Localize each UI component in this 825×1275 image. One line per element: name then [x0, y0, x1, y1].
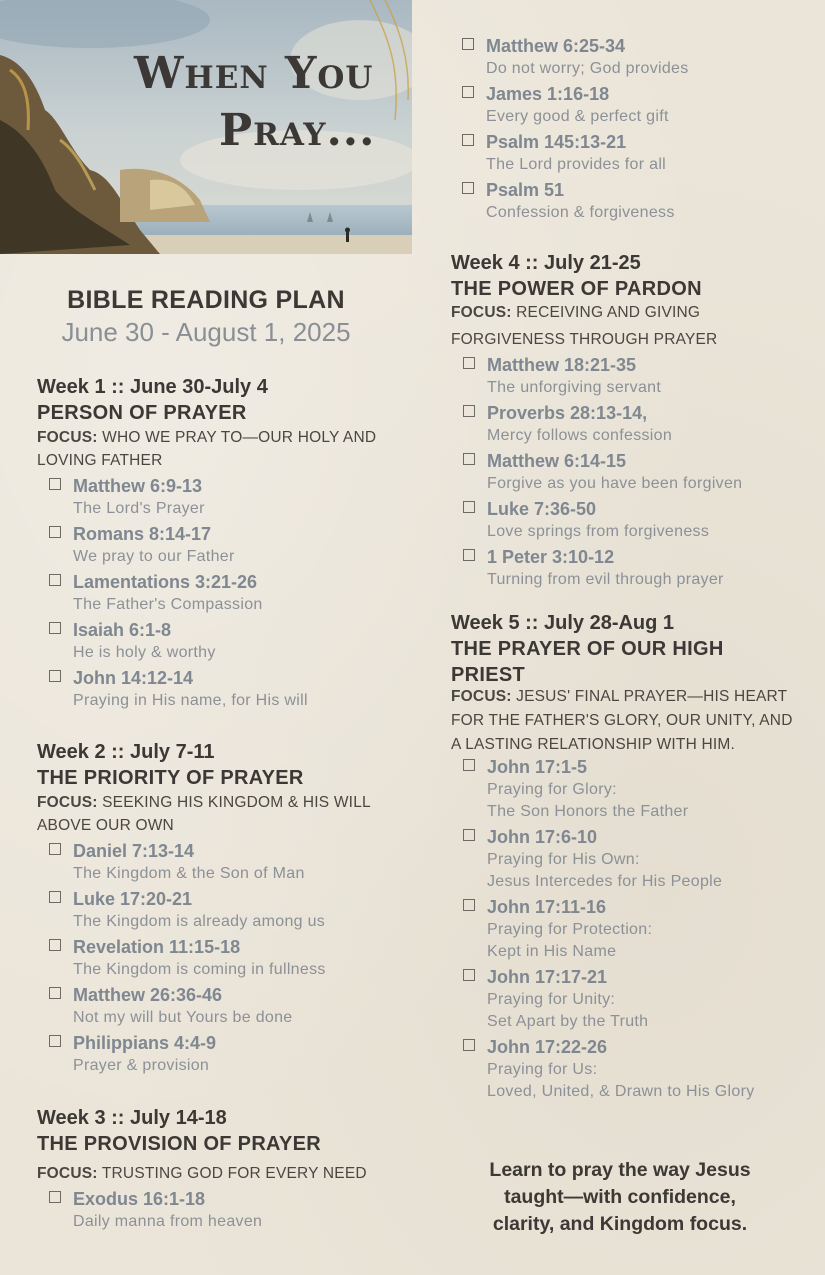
- reading-desc: Daily manna from heaven: [73, 1213, 263, 1230]
- reading-item: [37, 1187, 397, 1233]
- reading-ref: Daniel 7:13-14: [73, 841, 195, 861]
- reading-item: [451, 755, 801, 823]
- hero-title-line1: When You: [134, 48, 374, 99]
- reading-desc: The Father's Compassion: [73, 596, 263, 613]
- plan-title: BIBLE READING PLAN: [67, 286, 345, 314]
- reading-item: [37, 935, 397, 981]
- reading-desc-line2: Loved, United, & Drawn to His Glory: [487, 1083, 755, 1100]
- reading-desc: The unforgiving servant: [487, 379, 662, 396]
- checkbox[interactable]: [463, 453, 475, 465]
- reading-desc: Praying for Glory:: [487, 781, 617, 798]
- reading-item: [450, 34, 810, 80]
- checkbox[interactable]: [49, 622, 61, 634]
- reading-ref: John 17:1-5: [487, 757, 588, 777]
- checkbox[interactable]: [49, 574, 61, 586]
- week-theme: THE POWER OF PARDON: [451, 278, 702, 300]
- reading-item: [37, 887, 397, 933]
- week-3-continued: [450, 34, 810, 224]
- week-heading: Week 4 :: July 21-25: [451, 252, 641, 274]
- closing-message: [452, 1157, 788, 1238]
- reading-desc: We pray to our Father: [73, 548, 235, 565]
- reading-item: [450, 130, 810, 176]
- week-theme: THE PRIORITY OF PRAYER: [37, 767, 304, 789]
- week-focus: [37, 791, 377, 837]
- checkbox[interactable]: [49, 1191, 61, 1203]
- reading-desc: Confession & forgiveness: [486, 204, 675, 221]
- reading-desc: Praying for Protection:: [487, 921, 653, 938]
- reading-ref: John 17:6-10: [487, 827, 598, 847]
- reading-desc: Praying for Us:: [487, 1061, 598, 1078]
- reading-ref: Lamentations 3:21-26: [73, 572, 258, 592]
- reading-desc: Praying for Unity:: [487, 991, 616, 1008]
- week-4-section: [451, 252, 796, 591]
- checkbox[interactable]: [49, 891, 61, 903]
- reading-ref: Luke 7:36-50: [487, 499, 597, 519]
- reading-desc: The Kingdom is already among us: [73, 913, 326, 930]
- reading-item: [451, 449, 796, 495]
- reading-ref: Psalm 51: [486, 180, 565, 200]
- reading-item: [451, 965, 801, 1033]
- reading-item: [37, 618, 397, 664]
- reading-item: [37, 1031, 397, 1077]
- reading-desc: Forgive as you have been forgiven: [487, 475, 743, 492]
- reading-desc: Every good & perfect gift: [486, 108, 669, 125]
- reading-desc: Prayer & provision: [73, 1057, 210, 1074]
- reading-ref: Philippians 4:4-9: [73, 1033, 217, 1053]
- reading-item: [37, 666, 397, 712]
- checkbox[interactable]: [463, 405, 475, 417]
- week-focus: [451, 299, 796, 353]
- week-heading: Week 3 :: July 14-18: [37, 1107, 227, 1129]
- reading-desc: The Kingdom & the Son of Man: [73, 865, 305, 882]
- checkbox[interactable]: [463, 899, 475, 911]
- checkbox[interactable]: [463, 1039, 475, 1051]
- focus-label: FOCUS:: [451, 688, 512, 705]
- checkbox[interactable]: [49, 1035, 61, 1047]
- reading-ref: John 17:22-26: [487, 1037, 608, 1057]
- header-painting: [0, 0, 412, 254]
- reading-item: [450, 178, 810, 224]
- reading-ref: 1 Peter 3:10-12: [487, 547, 615, 567]
- reading-desc-line2: Kept in His Name: [487, 943, 617, 960]
- reading-desc: The Lord's Prayer: [73, 500, 205, 517]
- reading-desc: Turning from evil through prayer: [487, 571, 724, 588]
- reading-item: [451, 401, 796, 447]
- closing-line: taught—with confidence,: [504, 1186, 736, 1208]
- reading-desc: Praying in His name, for His will: [73, 692, 308, 709]
- checkbox[interactable]: [49, 670, 61, 682]
- reading-desc: Mercy follows confession: [487, 427, 673, 444]
- week-heading: Week 5 :: July 28-Aug 1: [451, 612, 675, 634]
- reading-item: [451, 895, 801, 963]
- reading-ref: Psalm 145:13-21: [486, 132, 627, 152]
- reading-item: [37, 839, 397, 885]
- reading-ref: Matthew 6:14-15: [487, 451, 627, 471]
- hero-title-line2: Pray...: [219, 105, 376, 156]
- reading-ref: Revelation 11:15-18: [73, 937, 241, 957]
- reading-ref: Exodus 16:1-18: [73, 1189, 206, 1209]
- week-focus: [37, 426, 389, 472]
- reading-desc-line2: Jesus Intercedes for His People: [487, 873, 723, 890]
- week-1-section: [37, 376, 397, 712]
- plan-dates: June 30 - August 1, 2025: [61, 317, 351, 347]
- reading-ref: Romans 8:14-17: [73, 524, 212, 544]
- checkbox[interactable]: [49, 939, 61, 951]
- reading-item: [451, 353, 796, 399]
- week-2-section: [37, 741, 397, 1077]
- reading-item: [451, 545, 796, 591]
- focus-text: RECEIVING AND GIVING FORGIVENESS THROUGH PRAYER: [451, 304, 718, 348]
- focus-label: FOCUS:: [37, 429, 98, 446]
- checkbox[interactable]: [463, 549, 475, 561]
- reading-ref: John 14:12-14: [73, 668, 194, 688]
- reading-desc: Do not worry; God provides: [486, 60, 689, 77]
- week-3-section: [37, 1107, 397, 1233]
- week-theme: THE PROVISION OF PRAYER: [37, 1133, 321, 1155]
- checkbox[interactable]: [462, 134, 474, 146]
- reading-desc: The Kingdom is coming in fullness: [73, 961, 326, 978]
- reading-item: [37, 474, 397, 520]
- checkbox[interactable]: [49, 987, 61, 999]
- checkbox[interactable]: [463, 357, 475, 369]
- week-heading: Week 1 :: June 30-July 4: [37, 376, 268, 398]
- week-theme: PERSON OF PRAYER: [37, 402, 247, 424]
- reading-desc: Praying for His Own:: [487, 851, 640, 868]
- reading-desc: The Lord provides for all: [486, 156, 667, 173]
- focus-label: FOCUS:: [451, 304, 512, 321]
- week-heading: Week 2 :: July 7-11: [37, 741, 215, 763]
- reading-desc-line2: The Son Honors the Father: [487, 803, 689, 820]
- checkbox[interactable]: [463, 829, 475, 841]
- focus-label: FOCUS:: [37, 1165, 98, 1182]
- reading-ref: James 1:16-18: [486, 84, 610, 104]
- checkbox[interactable]: [463, 501, 475, 513]
- closing-line: Learn to pray the way Jesus: [489, 1159, 751, 1181]
- reading-desc: He is holy & worthy: [73, 644, 216, 661]
- reading-desc: Not my will but Yours be done: [73, 1009, 293, 1026]
- reading-desc-line2: Set Apart by the Truth: [487, 1013, 649, 1030]
- checkbox[interactable]: [49, 478, 61, 490]
- week-focus: [451, 685, 801, 757]
- reading-item: [451, 825, 801, 893]
- closing-line: clarity, and Kingdom focus.: [492, 1213, 748, 1235]
- reading-desc: Love springs from forgiveness: [487, 523, 710, 540]
- checkbox[interactable]: [462, 38, 474, 50]
- checkbox[interactable]: [462, 182, 474, 194]
- reading-item: [37, 983, 397, 1029]
- reading-ref: Luke 17:20-21: [73, 889, 193, 909]
- reading-item: [37, 570, 397, 616]
- reading-item: [451, 497, 796, 543]
- reading-ref: Matthew 26:36-46: [73, 985, 223, 1005]
- reading-item: [450, 82, 810, 128]
- checkbox[interactable]: [463, 759, 475, 771]
- focus-label: FOCUS:: [37, 794, 98, 811]
- reading-ref: John 17:17-21: [487, 967, 608, 987]
- reading-ref: Matthew 6:9-13: [73, 476, 203, 496]
- reading-item: [451, 1035, 801, 1103]
- week-theme: THE PRAYER OF OUR HIGH PRIEST: [451, 638, 724, 686]
- reading-ref: Matthew 18:21-35: [487, 355, 637, 375]
- checkbox[interactable]: [49, 526, 61, 538]
- checkbox[interactable]: [49, 843, 61, 855]
- reading-ref: John 17:11-16: [487, 897, 607, 917]
- week-5-section: [451, 612, 801, 1103]
- week-focus: [37, 1162, 397, 1185]
- focus-text: WHO WE PRAY TO—OUR HOLY AND LOVING FATHER: [37, 429, 377, 469]
- focus-text: SEEKING HIS KINGDOM & HIS WILL ABOVE OUR OWN: [37, 794, 371, 834]
- reading-ref: Matthew 6:25-34: [486, 36, 626, 56]
- focus-text: JESUS' FINAL PRAYER—HIS HEART FOR THE FATHER'S GLORY, OUR UNITY, AND A LASTING RELATIONSHIP WITH HIM.: [451, 688, 793, 753]
- focus-text: TRUSTING GOD FOR EVERY NEED: [101, 1165, 367, 1182]
- reading-item: [37, 522, 397, 568]
- reading-ref: Proverbs 28:13-14,: [487, 403, 648, 423]
- reading-ref: Isaiah 6:1-8: [73, 620, 172, 640]
- checkbox[interactable]: [462, 86, 474, 98]
- checkbox[interactable]: [463, 969, 475, 981]
